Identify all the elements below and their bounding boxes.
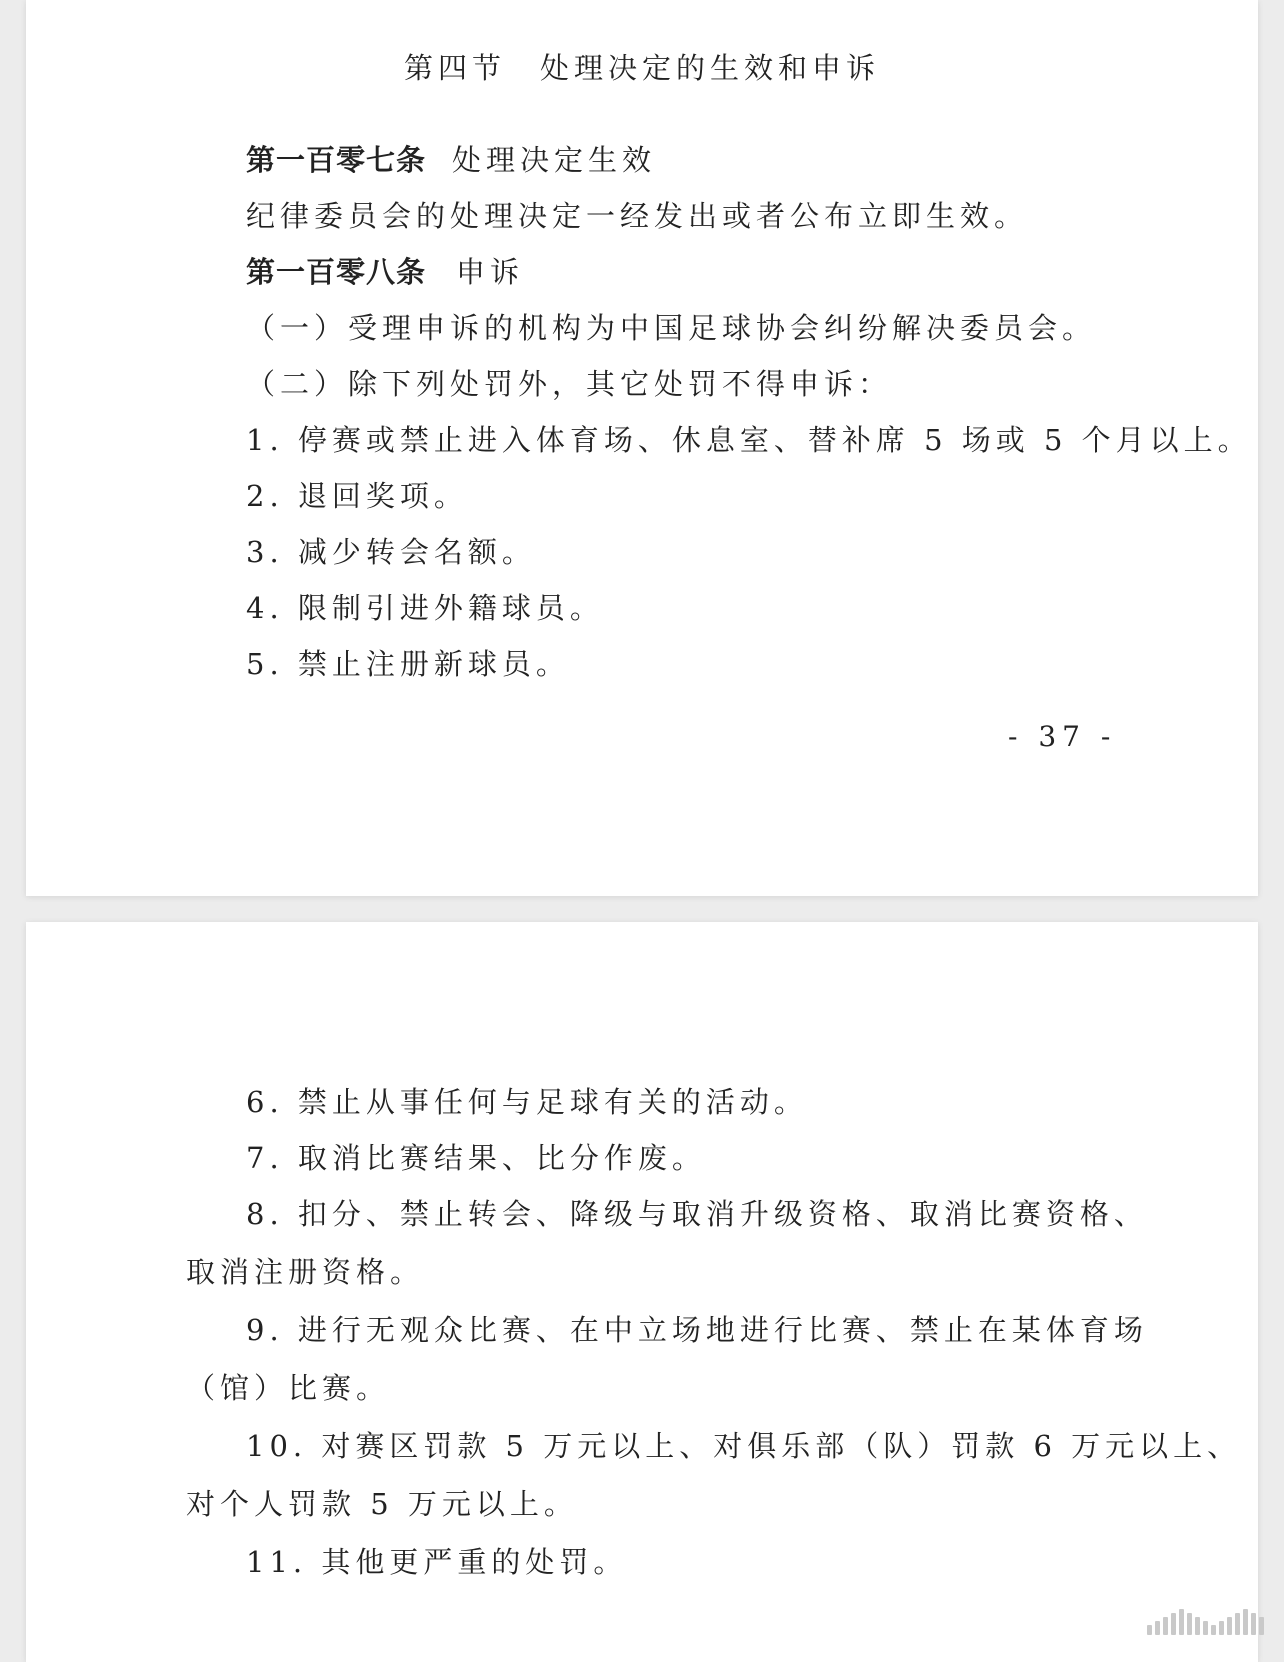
article-107-number: 第一百零七条	[246, 143, 427, 177]
list-item-11: 11. 其他更严重的处罚。	[246, 1545, 628, 1579]
list-item-6: 6. 禁止从事任何与足球有关的活动。	[246, 1085, 808, 1119]
document-page-37	[26, 0, 1258, 896]
list-item-4: 4. 限制引进外籍球员。	[246, 591, 604, 625]
list-item-9-continued: （馆）比赛。	[186, 1371, 391, 1405]
document-page-38	[26, 922, 1258, 1662]
article-108-clause-1: （一）受理申诉的机构为中国足球协会纠纷解决委员会。	[246, 311, 1097, 345]
list-item-10: 10. 对赛区罚款 5 万元以上、对俱乐部（队）罚款 6 万元以上、	[246, 1429, 1242, 1463]
article-107-body: 纪律委员会的处理决定一经发出或者公布立即生效。	[246, 199, 1029, 233]
article-108-title: 申诉	[456, 255, 525, 289]
page-number: - 37 -	[1008, 720, 1117, 753]
article-108-number: 第一百零八条	[246, 255, 427, 289]
list-item-1: 1. 停赛或禁止进入体育场、休息室、替补席 5 场或 5 个月以上。	[246, 423, 1252, 457]
list-item-2: 2. 退回奖项。	[246, 479, 468, 513]
list-item-7: 7. 取消比赛结果、比分作废。	[246, 1141, 706, 1175]
signal-bars-icon	[1147, 1609, 1264, 1635]
list-item-9: 9. 进行无观众比赛、在中立场地进行比赛、禁止在某体育场	[246, 1313, 1148, 1347]
section-title: 第四节 处理决定的生效和申诉	[403, 51, 880, 85]
list-item-3: 3. 减少转会名额。	[246, 535, 536, 569]
article-107-heading	[246, 142, 656, 178]
list-item-10-continued: 对个人罚款 5 万元以上。	[186, 1487, 578, 1521]
article-107-title: 处理决定生效	[452, 143, 657, 177]
list-item-5: 5. 禁止注册新球员。	[246, 647, 570, 681]
article-108-clause-2: （二）除下列处罚外，其它处罚不得申诉：	[246, 367, 893, 401]
list-item-8-continued: 取消注册资格。	[186, 1255, 425, 1289]
list-item-8: 8. 扣分、禁止转会、降级与取消升级资格、取消比赛资格、	[246, 1197, 1148, 1231]
article-108-heading	[246, 254, 524, 290]
